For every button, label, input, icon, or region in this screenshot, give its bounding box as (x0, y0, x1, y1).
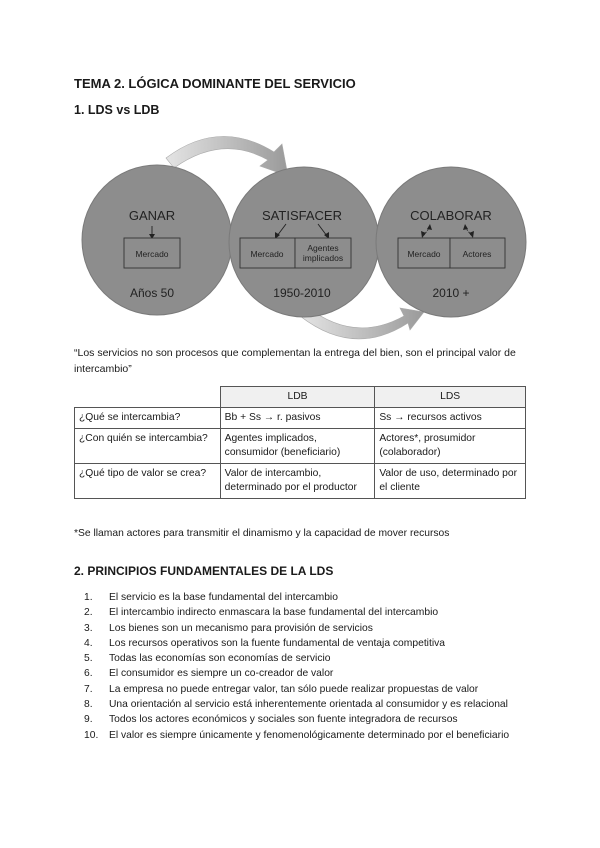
list-item-text: Los bienes son un mecanismo para provisión de servicios (109, 622, 373, 634)
circle2-box-left-label: Mercado (250, 249, 284, 259)
circle3-title: COLABORAR (410, 208, 492, 223)
table-row (75, 429, 526, 464)
list-item-number: 1. (84, 592, 93, 603)
list-item-text: Los recursos operativos son la fuente fundamental de ventaja competitiva (109, 637, 445, 649)
circle2-box-right-label-2: implicados (302, 253, 344, 263)
footnote: *Se llaman actores para transmitir el dinamismo y la capacidad de mover recursos (74, 528, 450, 539)
table-cell-ldb: Valor de intercambio, determinado por el productor (220, 464, 375, 499)
list-item-text: Todos los actores económicos y sociales son fuente integradora de recursos (109, 714, 458, 726)
circle1-box-label: Mercado (135, 249, 169, 259)
list-item (84, 682, 526, 697)
list-item-text: Una orientación al servicio está inherentemente orientada al consumidor y es relacional (109, 699, 508, 711)
list-item (84, 697, 526, 712)
list-item-number: 6. (84, 668, 93, 680)
list-item (84, 605, 526, 620)
table-row (75, 408, 526, 429)
list-item-number: 9. (84, 714, 93, 726)
list-item-number: 2. (84, 607, 93, 619)
table-cell-lds: Ss → recursos activos (375, 408, 526, 429)
table-corner-cell (75, 387, 221, 408)
table-cell-question: ¿Qué se intercambia? (75, 408, 221, 429)
list-item (84, 651, 526, 666)
list-item (84, 636, 526, 651)
circle1-title: GANAR (128, 208, 176, 223)
circle2-footer: 1950-2010 (273, 286, 331, 300)
quote-text: “Los servicios no son procesos que complementan la entrega del bien, son el principal valor de intercambio” (74, 347, 516, 375)
circle3-box-left-label: Mercado (407, 249, 441, 259)
circle1-footer: Años 50 (129, 286, 175, 300)
page-title: TEMA 2. LÓGICA DOMINANTE DEL SERVICIO (74, 76, 356, 91)
list-item-number: 8. (84, 699, 93, 711)
list-item-text: Todas las economías son economías de servicio (109, 653, 331, 665)
logic-evolution-diagram (74, 130, 530, 340)
table-cell-ldb: Agentes implicados, consumidor (beneficiario) (220, 429, 375, 464)
list-item (84, 666, 526, 681)
list-item (84, 590, 526, 605)
section-heading-lds-vs-ldb: 1. LDS vs LDB (74, 103, 160, 117)
table-cell-ldb: Bb + Ss → r. pasivos (220, 408, 375, 429)
list-item-number: 3. (84, 622, 93, 634)
list-item-text: El intercambio indirecto enmascara la base fundamental del intercambio (109, 607, 439, 619)
list-item (84, 728, 526, 743)
circle2-title: SATISFACER (262, 208, 342, 223)
list-item-number: 4. (84, 637, 93, 649)
table-row (75, 464, 526, 499)
table-header-row (75, 387, 526, 408)
table-cell-question: ¿Qué tipo de valor se crea? (75, 464, 221, 499)
list-item-number: 7. (84, 683, 93, 695)
list-item-text: El servicio es la base fundamental del intercambio (109, 592, 338, 603)
list-item-number: 10. (84, 729, 99, 741)
list-item (84, 712, 526, 727)
table-cell-lds: Actores*, prosumidor (colaborador) (375, 429, 526, 464)
table-cell-lds: Valor de uso, determinado por el cliente (375, 464, 526, 499)
list-item (84, 621, 526, 636)
table-header-ldb: LDB (220, 387, 375, 408)
circle3-footer: 2010 + (432, 286, 470, 300)
section-heading-principles: 2. PRINCIPIOS FUNDAMENTALES DE LA LDS (74, 564, 334, 578)
list-item-number: 5. (84, 653, 93, 665)
list-item-text: La empresa no puede entregar valor, tan sólo puede realizar propuestas de valor (109, 683, 479, 695)
table-header-lds: LDS (375, 387, 526, 408)
ldb-vs-lds-table (74, 386, 526, 499)
table-cell-question: ¿Con quién se intercambia? (75, 429, 221, 464)
list-item-text: El valor es siempre únicamente y fenomenológicamente determinado por el beneficiario (109, 729, 510, 741)
list-item-text: El consumidor es siempre un co-creador de valor (109, 668, 334, 680)
principles-list (84, 590, 526, 743)
circle2-box-right-label-1: Agentes (307, 243, 339, 253)
circle3-box-right-label: Actores (462, 249, 492, 259)
